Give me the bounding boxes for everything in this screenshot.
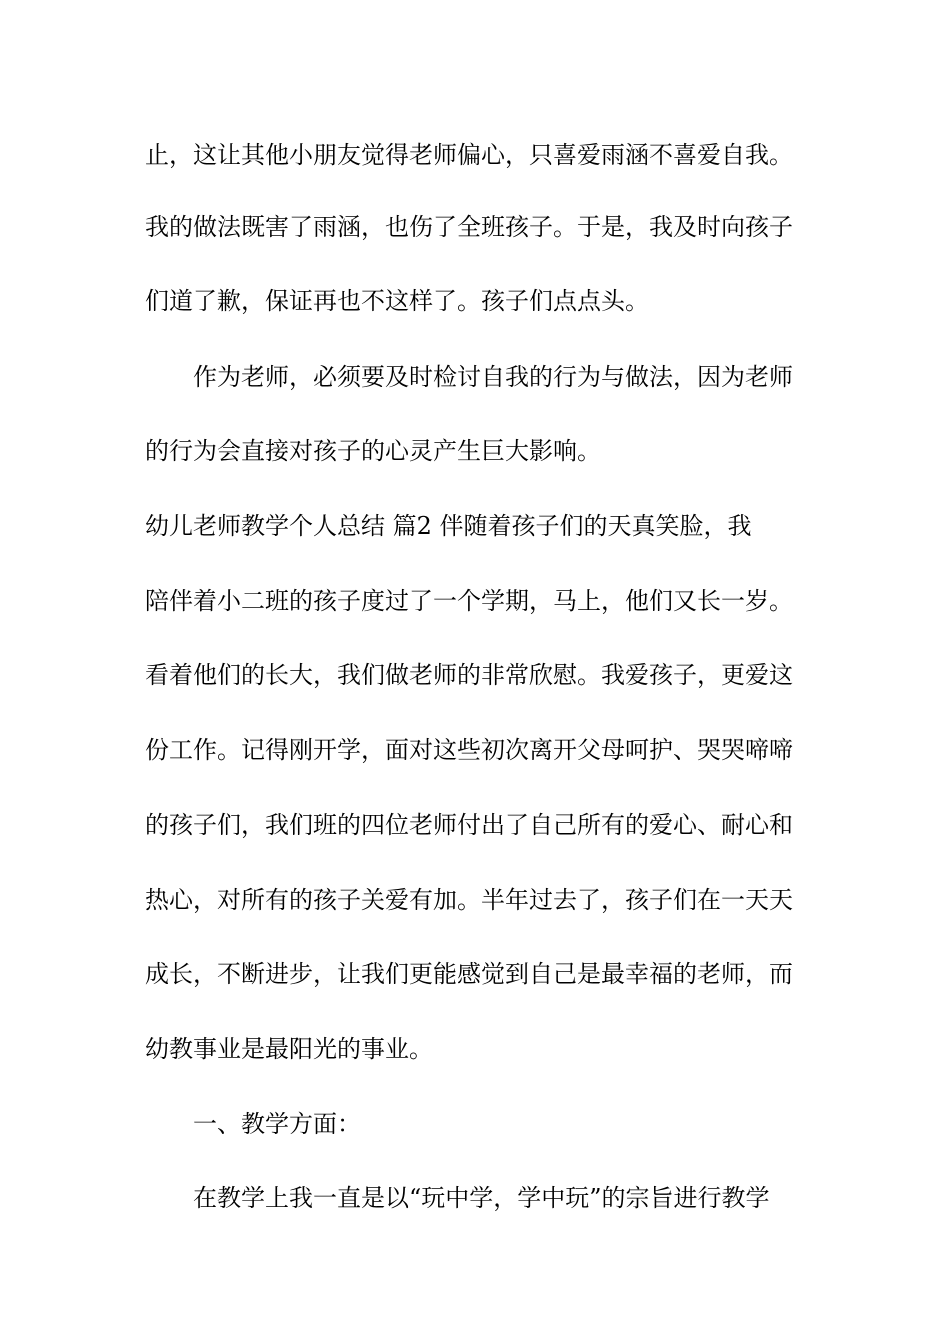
text-line: 的行为会直接对孩子的心灵产生巨大影响。 (145, 437, 601, 465)
text-line: 份工作。记得刚开学，面对这些初次离开父母呵护、哭哭啼啼 (145, 736, 793, 764)
text-line: 止，这让其他小朋友觉得老师偏心，只喜爱雨涵不喜爱自我。 (145, 141, 793, 169)
text-line: 陪伴着小二班的孩子度过了一个学期，马上，他们又长一岁。 (145, 587, 793, 615)
text-line: 我的做法既害了雨涵，也伤了全班孩子。于是，我及时向孩子 (145, 213, 793, 241)
section-heading-line: 幼儿老师教学个人总结 篇2 伴随着孩子们的天真笑脸，我 (145, 512, 752, 540)
text-line: 成长，不断进步，让我们更能感觉到自己是最幸福的老师，而 (145, 960, 793, 988)
paragraph-first-line: 作为老师，必须要及时检讨自我的行为与做法，因为老师 (193, 363, 793, 391)
text-line: 的孩子们，我们班的四位老师付出了自己所有的爱心、耐心和 (145, 811, 793, 839)
text-line: 们道了歉，保证再也不这样了。孩子们点点头。 (145, 287, 649, 315)
text-line: 幼教事业是最阳光的事业。 (145, 1035, 433, 1063)
subsection-heading: 一、教学方面： (193, 1110, 361, 1138)
text-line: 看着他们的长大，我们做老师的非常欣慰。我爱孩子，更爱这 (145, 661, 793, 689)
paragraph-first-line: 在教学上我一直是以“玩中学，学中玩”的宗旨进行教学 (193, 1184, 770, 1212)
text-line: 热心，对所有的孩子关爱有加。半年过去了，孩子们在一天天 (145, 886, 793, 914)
